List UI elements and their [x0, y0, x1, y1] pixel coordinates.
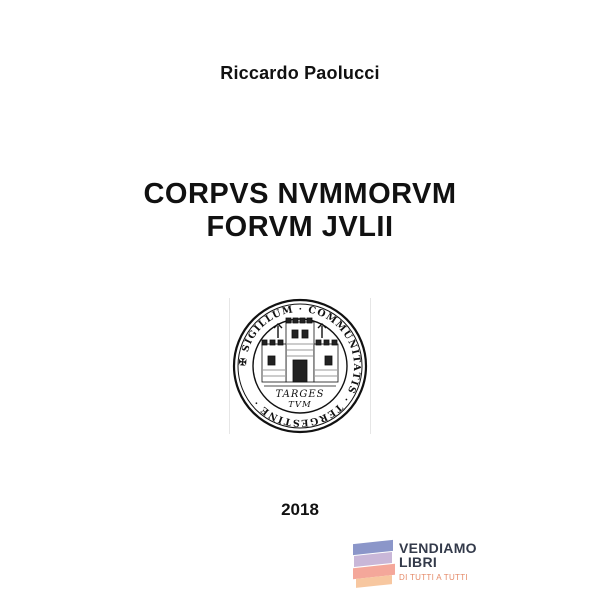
publication-year: 2018: [281, 500, 319, 519]
book-title-line-2: FORVM JVLII: [206, 211, 394, 243]
trieste-seal-illustration: [230, 298, 370, 434]
svg-text:TVM: TVM: [288, 400, 312, 410]
logo-brand-line-2: LIBRI: [399, 554, 438, 570]
author-name: Riccardo Paolucci: [220, 63, 380, 83]
publisher-logo: [353, 540, 493, 590]
book-title: [0, 178, 600, 244]
logo-tagline: DI TUTTI A TUTTI: [399, 573, 468, 582]
logo-brand-line-1: VENDIAMO: [399, 540, 477, 556]
seal-image: [229, 298, 371, 434]
svg-text:✠ SIGILLUM · COMMUNITATIS · TE: ✠ SIGILLUM · COMMUNITATIS · TERGESTINE ·: [237, 303, 363, 429]
book-title-line-1: CORPVS NVMMORVM: [143, 178, 457, 210]
svg-text:TARGES: TARGES: [275, 389, 325, 400]
